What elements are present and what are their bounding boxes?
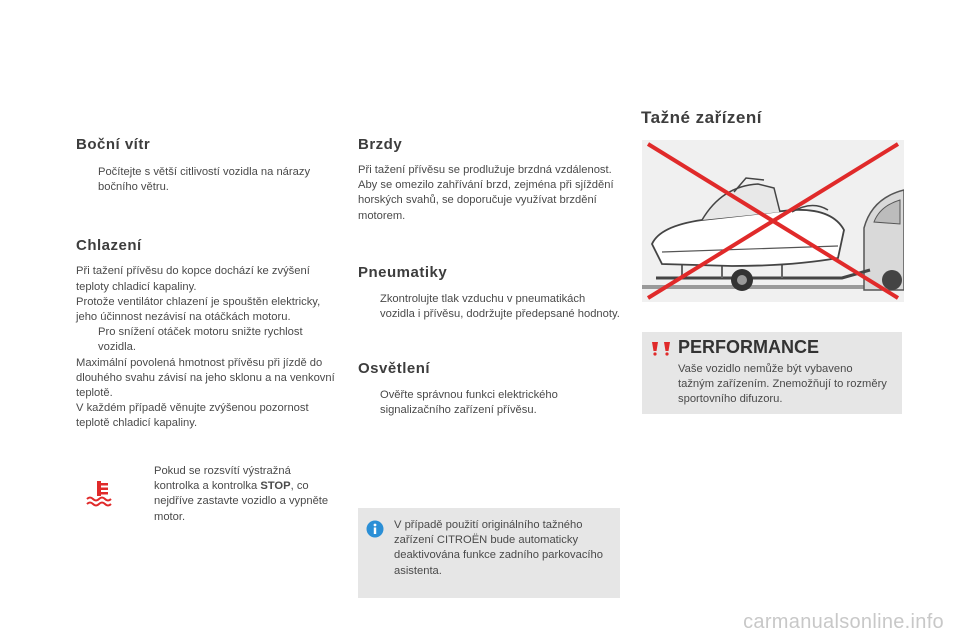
warning-exclamation-icon: [650, 340, 672, 356]
performance-box: [642, 332, 902, 414]
stop-label: STOP: [260, 480, 291, 493]
column-middle: [358, 136, 620, 419]
heading-brzdy: Brzdy: [358, 136, 403, 153]
bullet-pneumatiky: Zkontrolujte tlak vzduchu v pneumatikách vozidla i přívěsu, dodržujte předepsané hodnoty.: [380, 292, 620, 321]
performance-title: PERFORMANCE: [678, 337, 820, 357]
heading-bocni-vitr: Boční vítr: [76, 136, 151, 153]
info-text: V případě použití originálního tažného zařízení CITROËN bude automaticky deaktivována funkce zadního parkovacího asistenta.: [394, 519, 603, 577]
watermark: carmanualsonline.info: [743, 611, 944, 633]
heading-tazne-zarizeni: Tažné zařízení: [641, 108, 762, 127]
heading-osvetleni: Osvětlení: [358, 360, 431, 378]
coolant-warning-icon: [84, 478, 114, 508]
chlazeni-paragraph-1: Při tažení přívěsu do kopce dochází ke zvýšení teploty chladicí kapaliny.: [76, 265, 310, 293]
heading-chlazeni: Chlazení: [76, 237, 142, 255]
brzdy-paragraph-1: Při tažení přívěsu se prodlužuje brzdná vzdálenost.: [358, 164, 612, 176]
trailer-illustration: [642, 140, 904, 302]
chlazeni-paragraph-4: V každém případě věnujte zvýšenou pozornost teplotě chladicí kapaliny.: [76, 402, 309, 430]
bullet-osvetleni: Ověřte správnou funkci elektrického signalizačního zařízení přívěsu.: [380, 389, 558, 417]
coolant-warning-text: Pokud se rozsvítí výstražná kontrolka a kontrolka STOP, co nejdříve zastavte vozidlo a vypněte motor.: [154, 465, 329, 523]
bullet-chlazeni: Pro snížení otáček motoru snižte rychlost vozidla.: [98, 326, 303, 354]
bullet-bocni-vitr: Počítejte s větší citlivostí vozidla na nárazy bočního větru.: [98, 166, 311, 194]
heading-pneumatiky: Pneumatiky: [358, 263, 448, 281]
column-left: [76, 136, 338, 432]
chlazeni-paragraph-3: Maximální povolená hmotnost přívěsu při jízdě do dlouhého svahu závisí na jeho sklonu a na venkovní teplotě.: [76, 356, 335, 400]
chlazeni-paragraph-2: Protože ventilátor chlazení je spouštěn elektricky, jeho účinnost nezávisí na otáčkách motoru.: [76, 295, 321, 324]
brzdy-paragraph-2: Aby se omezilo zahřívání brzd, zejména při sjíždění horských svahů, se doporučuje využívat brzdění motorem.: [358, 179, 614, 222]
info-box: [358, 508, 620, 598]
performance-text: Vaše vozidlo nemůže být vybaveno tažným zařízením. Znemožňují to rozměry sportovního difuzoru.: [678, 363, 887, 406]
info-icon: [366, 520, 384, 538]
